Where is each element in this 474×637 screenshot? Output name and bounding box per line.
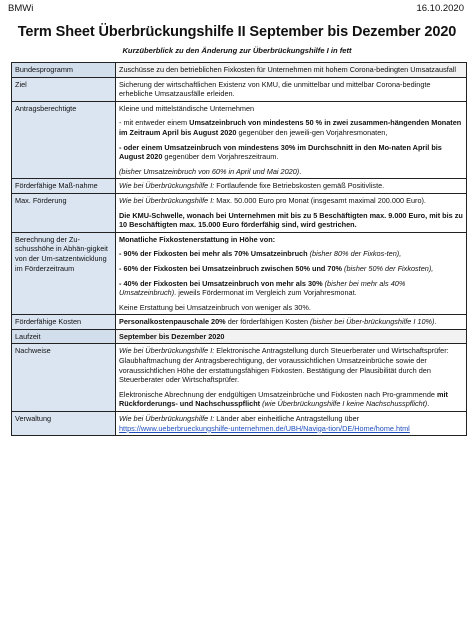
row-value: [116, 315, 467, 330]
text-run-bold: Personalkostenpauschale 20%: [119, 317, 226, 327]
row-label: Ziel: [12, 77, 116, 101]
text-run-italic: (bisher bei Über-brückungshilfe I 10%): [310, 317, 435, 327]
row-value: Zuschüsse zu den betrieblichen Fixkosten für Unternehmen mit hohem Corona-bedingten Umsatzausfall: [116, 63, 467, 78]
text-run-italic: Wie bei Überbrückungshilfe I:: [119, 414, 215, 424]
row-label: Berechnung der Zu-schusshöhe in Abhän-gigkeit von der Um-satzentwicklung im Förderzeitraum: [12, 232, 116, 315]
document-subtitle: Kurzüberblick zu den Änderung zur Überbrückungshilfe I in fett: [122, 46, 352, 55]
text-run-italic: (bisher Umsatzeinbruch von 60% in April und Mai 2020): [119, 166, 300, 176]
row-value: [116, 344, 467, 412]
row-label: Förderfähige Kosten: [12, 315, 116, 330]
row-value: [116, 232, 467, 315]
row-label: Max. Förderung: [12, 193, 116, 232]
text-run-italic: Wie bei Überbrückungshilfe I:: [119, 346, 215, 356]
paragraph: [119, 346, 463, 384]
text-run: Fortlaufende fixe Betriebskosten gemäß Positivliste.: [214, 181, 385, 191]
paragraph: Kleine und mittelständische Unternehmen: [119, 103, 255, 113]
text-run: Max. 50.000 Euro pro Monat (insgesamt maximal 200.000 Euro).: [214, 195, 426, 205]
row-label: Nachweise: [12, 344, 116, 412]
row-value: [116, 412, 467, 436]
term-sheet-table: [11, 62, 467, 436]
paragraph: [119, 167, 463, 177]
paragraph: [119, 279, 463, 298]
row-value: September bis Dezember 2020: [116, 329, 467, 344]
document-title: Term Sheet Überbrückungshilfe II September bis Dezember 2020: [17, 24, 457, 40]
paragraph: [119, 390, 463, 409]
paragraph: [119, 264, 463, 274]
table-row: [12, 232, 467, 315]
text-run: der förderfähigen Kosten: [225, 317, 311, 327]
row-value: [116, 193, 467, 232]
text-run-italic: (wie Überbrückungshilfe I keine Nachschusspflicht): [260, 399, 428, 409]
text-run-bold: mit Rückforderungs- und Nachschusspflicht: [119, 389, 448, 409]
text-run-bold: Umsatzeinbruch von mindestens 50 % in zwei zusammen-hängenden Monaten im Zeitraum April bis August 2020: [119, 118, 462, 137]
paragraph: [119, 143, 463, 162]
paragraph-bold: Monatliche Fixkostenerstattung in Höhe von:: [119, 234, 276, 244]
page-header: [8, 3, 466, 15]
text-run-bold: - 60% der Fixkosten bei Umsatzeinbruch zwischen 50% und 70%: [119, 263, 343, 273]
row-label: Förderfähige Maß-nahme: [12, 179, 116, 194]
program-link[interactable]: https://www.ueberbrueckungshilfe-unternehmen.de/UBH/Naviga-tion/DE/Home/home.html: [119, 423, 410, 433]
text-run: .: [299, 166, 302, 176]
table-row: [12, 329, 467, 344]
table-row: [12, 344, 467, 412]
row-value: Sicherung der wirtschaftlichen Existenz von KMU, die unmittelbar und mittelbar Corona-bedingte erhebliche Umsatzausfälle erleiden.: [116, 77, 467, 101]
text-run: . jeweils Fördermonat im Vergleich zum Vorjahresmonat.: [174, 288, 357, 298]
table-row: [12, 101, 467, 179]
row-label: Antragsberechtigte: [12, 101, 116, 179]
text-run-italic: Wie bei Überbrückungshilfe I:: [119, 181, 215, 191]
text-run-bold: - 90% der Fixkosten bei mehr als 70% Umsatzeinbruch: [119, 249, 308, 259]
source-label: BMWi: [8, 3, 34, 14]
row-value: [116, 179, 467, 194]
paragraph: Keine Erstattung bei Umsatzeinbruch von weniger als 30%.: [119, 302, 311, 312]
table-row: [12, 179, 467, 194]
text-run-bold: - 40% der Fixkosten bei Umsatzeinbruch von mehr als 30%: [119, 278, 323, 288]
text-run-bold: - oder einem Umsatzeinbruch von mindestens 30% im Durchschnitt in den Mo-naten April bis August 2020: [119, 142, 442, 162]
text-run: gegenüber dem Vorjahreszeitraum.: [162, 152, 279, 162]
text-run-italic: (bisher 80% der Fixkos-ten),: [307, 249, 402, 259]
paragraph: [119, 249, 463, 259]
table-row: [12, 63, 467, 78]
table-row: [12, 412, 467, 436]
row-label: Bundesprogramm: [12, 63, 116, 78]
paragraph-bold: Die KMU-Schwelle, wonach bei Unternehmen mit bis zu 5 Beschäftigten max. 9.000 Euro, mit bis zu 10 Beschäftigten max. 15.000 Euro förderfähig sind, wird gestrichen.: [119, 210, 463, 230]
text-run-italic: Wie bei Überbrückungshilfe I:: [119, 195, 215, 205]
text-run: .: [434, 317, 437, 327]
row-label: Verwaltung: [12, 412, 116, 436]
row-label: Laufzeit: [12, 329, 116, 344]
text-run: Elektronische Abrechnung der endgültigen Umsatzeinbrüche und Fixkosten nach Pro-grammende: [119, 389, 438, 399]
text-run-italic: (bisher 50% der Fixkosten),: [342, 263, 434, 273]
paragraph: [119, 118, 463, 137]
text-run: gegenüber den jeweili-gen Vorjahresmonaten,: [236, 127, 388, 137]
text-run: - mit entweder einem: [119, 118, 190, 128]
text-run: Elektronische Antragstellung durch Steuerberater und Wirtschaftsprüfer: Glaubhaftmachung der Antragsberechtigung, der voraussichtlichen Umsatzeinbrüche sowie der voraussichtlichen Höhe der erstattungsfähigen Fixkosten. Bestätigung der Plausibilität durch den Steuerberater oder Wirtschaftsprüfer.: [119, 346, 449, 385]
row-value: [116, 101, 467, 179]
date-label: 16.10.2020: [416, 3, 464, 14]
text-run: .: [427, 399, 430, 409]
paragraph: [119, 196, 463, 206]
table-row: [12, 193, 467, 232]
text-run: Länder aber einheitliche Antragstellung über: [214, 414, 360, 424]
table-row: [12, 77, 467, 101]
text-run-italic: (bisher bei mehr als 40% Umsatzeinbruch): [119, 278, 406, 298]
table-row: [12, 315, 467, 330]
